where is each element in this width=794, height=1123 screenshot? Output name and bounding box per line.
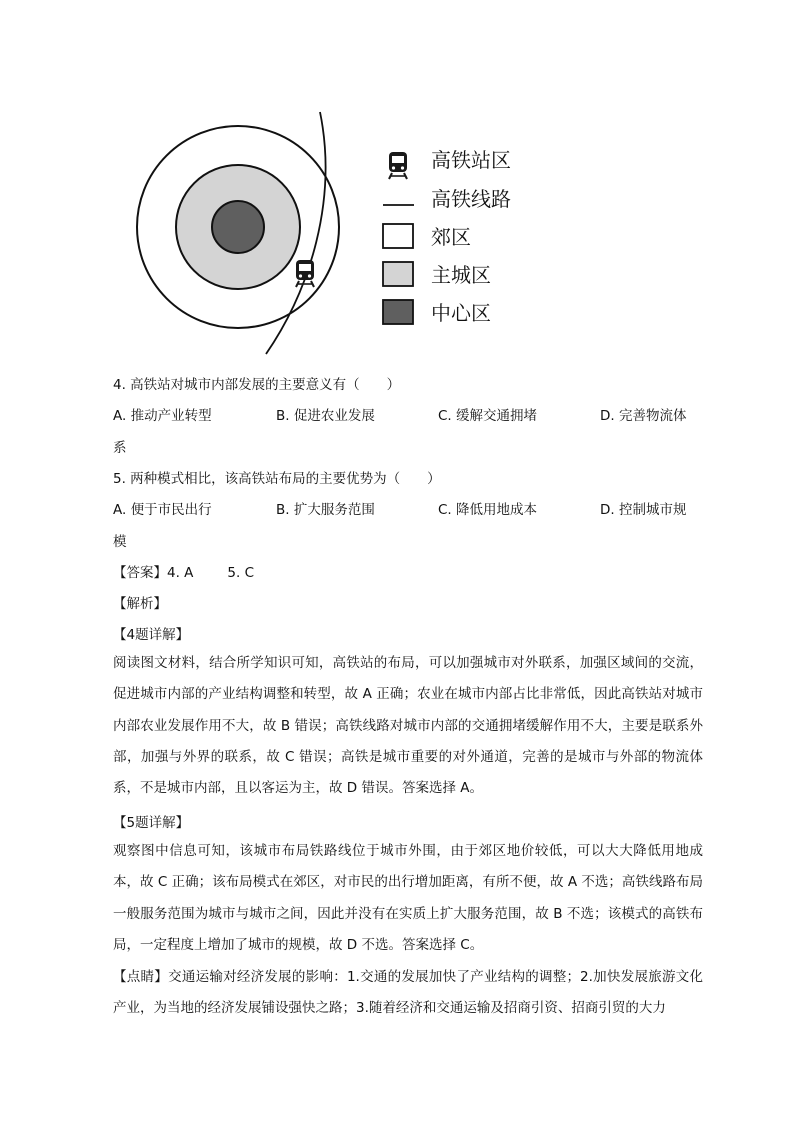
legend-station-label: 高铁站区	[431, 148, 511, 172]
question-4-option-d: D. 完善物流体	[600, 408, 687, 424]
question-4-option-d-wrap: 系	[113, 440, 127, 456]
legend-main-city-label: 主城区	[431, 263, 491, 287]
legend-railway-label: 高铁线路	[431, 187, 511, 211]
answer-q4: 4. A	[167, 565, 194, 581]
detail-4-paragraph: 阅读图文材料，结合所学知识可知，高铁站的布局，可以加强城市对外联系，加强区域间的交流，促进城市内部的产业结构调整和转型，故 A 正确；农业在城市内部占比非常低，因此高铁站对城市内部农业发展作用不大，故 B 错误；高铁线路对城市内部的交通拥堵缓解作用不大，主要是联系外部，加强与外界的联系，故 C 错误；高铁是城市重要的对外通道，完善的是城市与外部的物流体系，不是城市内部，且以客运为主，故 D 错误。答案选择 A。	[113, 655, 703, 797]
answer-q5: 5. C	[227, 565, 255, 581]
question-4-option-c: C. 缓解交通拥堵	[438, 408, 538, 424]
legend-station-icon	[389, 152, 407, 179]
question-4-stem: 4. 高铁站对城市内部发展的主要意义有（ ）	[113, 377, 401, 393]
comment-text: 交通运输对经济发展的影响：1.交通的发展加快了产业结构的调整；2.加快发展旅游文化产业，为当地的经济发展铺设强快之路；3.随着经济和交通运输及招商引资、招商引贸的大力	[113, 969, 704, 1017]
question-5-option-c: C. 降低用地成本	[438, 502, 538, 518]
question-5-option-d-wrap: 模	[113, 534, 127, 550]
comment-paragraph	[113, 962, 703, 1025]
answer-tag: 【答案】	[113, 565, 167, 581]
question-4-option-b: B. 促进农业发展	[276, 408, 375, 424]
legend-center-swatch	[383, 300, 413, 324]
analysis-heading: 【解析】	[113, 596, 167, 612]
center-zone	[212, 201, 264, 253]
legend-main-city-swatch	[383, 262, 413, 286]
legend-suburb-swatch	[383, 224, 413, 248]
question-5-option-b: B. 扩大服务范围	[276, 502, 375, 518]
legend-center-label: 中心区	[431, 301, 491, 325]
question-4-option-a: A. 推动产业转型	[113, 408, 212, 424]
detail-5-heading: 【5题详解】	[113, 815, 190, 831]
city-layout-figure	[0, 0, 794, 370]
comment-tag: 【点睛】	[113, 969, 169, 985]
answer-line	[113, 561, 254, 581]
legend-suburb-label: 郊区	[431, 225, 471, 249]
detail-4-heading: 【4题详解】	[113, 627, 190, 643]
question-5-option-d: D. 控制城市规	[600, 502, 687, 518]
detail-5-paragraph: 观察图中信息可知，该城市布局铁路线位于城市外围，由于郊区地价较低，可以大大降低用地成本，故 C 正确；该布局模式在郊区，对市民的出行增加距离，有所不便，故 A 不选；高铁线路布局一般服务范围为城市与城市之间，因此并没有在实质上扩大服务范围，故 B 不选；该模式的高铁布局，一定程度上增加了城市的规模，故 D 不选。答案选择 C。	[113, 843, 703, 953]
question-5-option-a: A. 便于市民出行	[113, 502, 212, 518]
question-5-stem: 5. 两种模式相比，该高铁站布局的主要优势为（ ）	[113, 471, 441, 487]
